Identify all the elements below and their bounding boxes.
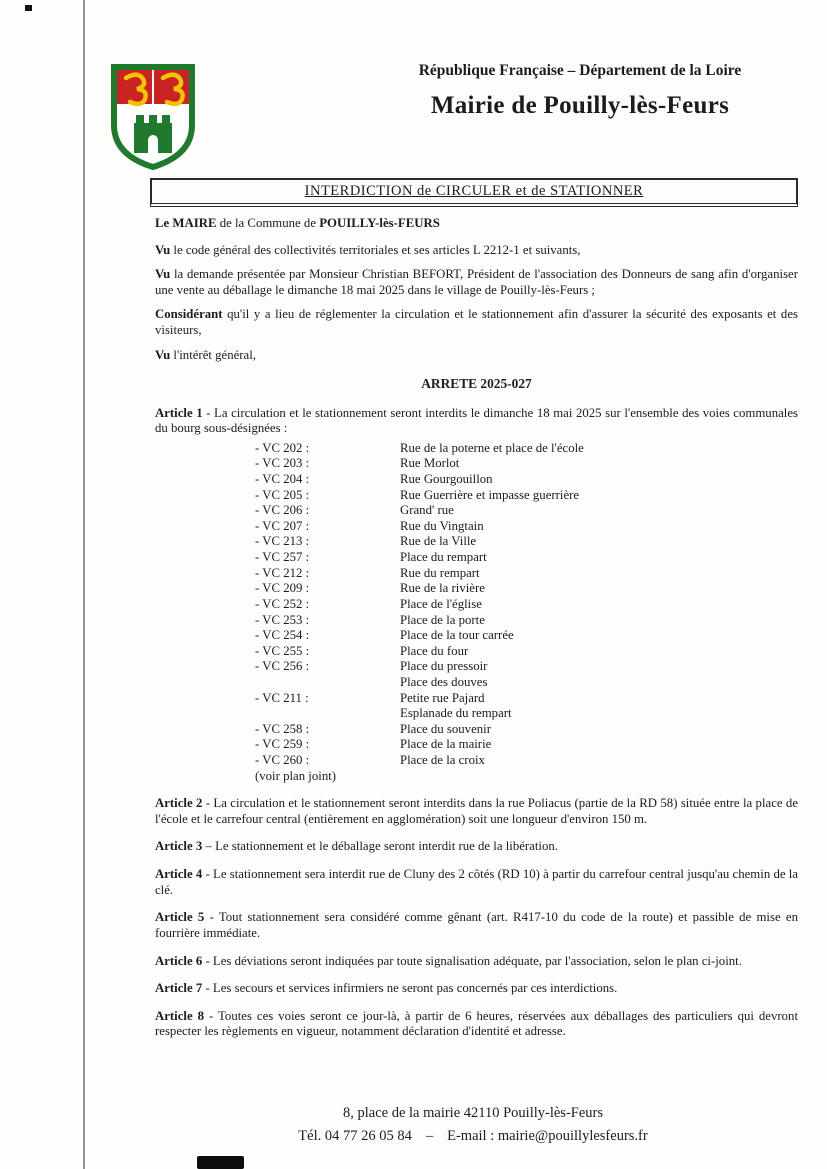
road-name: Place du rempart [400,550,487,565]
scan-artifact-top-dot [25,5,32,11]
paragraph-lead: Article 5 [155,910,205,925]
road-code: - VC 213 : [255,534,310,549]
road-row [255,597,798,613]
decree-number: ARRETE 2025-027 [421,376,532,392]
road-row [255,737,798,753]
paragraph-text: la demande présentée par Monsieur Christian BEFORT, Président de l'association des Donneurs de sang afin d'organiser une vente au déballage le dimanche 18 mai 2025 dans le village de Pouilly-lès-Feurs ; [155,267,798,297]
road-row [255,519,798,535]
road-row [255,659,798,675]
road-code: - VC 258 : [255,721,310,736]
article-paragraph [155,839,798,855]
road-code: - VC 260 : [255,753,310,768]
paragraph-lead: Article 3 [155,839,203,854]
road-code: - VC 252 : [255,596,310,611]
road-name: Place de la porte [400,612,485,627]
road-row [255,488,798,504]
coat-of-arms [108,62,198,172]
paragraph-text: qu'il y a lieu de réglementer la circulation et le stationnement afin d'assurer la sécurité des exposants et des visiteurs, [155,307,798,338]
road-code: - VC 205 : [255,487,310,502]
scan-artifact-bottom-bar [197,1156,244,1169]
paragraph-text: - Le stationnement sera interdit rue de Cluny des 2 côtés (RD 10) à partir du carrefour central jusqu'au chemin de la clé. [155,867,798,897]
road-code: - VC 207 : [255,518,310,533]
road-code: - VC 255 : [255,643,310,658]
footer-separator: – [425,1128,434,1145]
article-paragraph [155,910,798,941]
road-code: - VC 209 : [255,581,310,596]
road-code: - VC 204 : [255,472,310,487]
road-code: - VC 211 : [255,690,309,705]
road-name: Rue de la Ville [400,534,477,549]
intro-paragraph [155,348,798,364]
road-name: Rue du rempart [400,565,480,580]
road-row [255,503,798,519]
roads-list [255,441,798,769]
paragraph-text: - Les déviations seront indiquées par toute signalisation adéquate, par l'association, selon le plan ci-joint. [202,953,742,968]
road-name: Place de l'église [400,596,482,611]
road-row [255,675,798,691]
road-name: Place du four [400,643,469,658]
maire-commune: POUILLY-lès-FEURS [319,216,440,230]
road-code: - VC 253 : [255,612,310,627]
road-row [255,441,798,457]
road-row [255,722,798,738]
road-name: Petite rue Pajard [400,690,485,705]
road-code: - VC 254 : [255,628,310,643]
banner-title: INTERDICTION de CIRCULER et de STATIONNER [304,183,644,199]
footer-address: 8, place de la mairie 42110 Pouilly-lès-Feurs [343,1105,603,1121]
mairie-title: Mairie de Pouilly-lès-Feurs [430,92,730,119]
road-row [255,706,798,722]
article-paragraph [155,954,798,970]
intro-paragraphs [155,243,798,364]
paragraph-lead: Article 7 [155,981,203,996]
road-row [255,644,798,660]
paragraph-text: - La circulation et le stationnement seront interdits le dimanche 18 mai 2025 sur l'ensemble des voies communales du bourg sous-désignées : [155,405,798,436]
maire-line [155,216,798,232]
intro-paragraph [155,267,798,298]
article-paragraph [155,867,798,898]
road-name: Esplanade du rempart [400,706,512,721]
intro-paragraph [155,243,798,259]
paragraph-text: - Les secours et services infirmiers ne seront pas concernés par ces interdictions. [202,981,618,996]
road-name: Place du souvenir [400,721,491,736]
maire-middle: de la Commune de [216,216,320,230]
paragraph-text: - Toutes ces voies seront ce jour-là, à partir de 6 heures, réservées aux déballages des particuliers qui devront respecter les règlements en vigueur, notamment déclaration d'identité et adresse. [155,1008,798,1039]
paragraph-lead: Article 2 [155,796,203,811]
intro-paragraph [155,307,798,338]
paragraph-lead: Article 1 [155,405,203,420]
road-code [255,675,400,691]
article-paragraph [155,1009,798,1040]
road-name: Rue de la poterne et place de l'école [400,440,584,455]
castle-door [148,135,158,153]
republic-department-line: République Française – Département de la Loire [418,62,742,79]
paragraph-lead: Article 6 [155,953,203,968]
road-code: - VC 212 : [255,565,310,580]
road-row [255,472,798,488]
road-row [255,550,798,566]
road-name: Place de la croix [400,753,485,768]
road-row [255,581,798,597]
document-footer [120,1103,826,1147]
road-row [255,456,798,472]
road-code: - VC 202 : [255,440,310,455]
paragraph-text: - La circulation et le stationnement seront interdits dans la rue Poliacus (partie de la RD 58) située entre la place de l'école et le carrefour central (entièrement en agglomération) soit une longueur d'environ 150 m. [155,796,798,826]
article-paragraph [155,796,798,827]
paragraph-text: – Le stationnement et le déballage seront interdit rue de la libération. [202,839,558,854]
plan-note: (voir plan joint) [255,768,337,783]
road-code: - VC 257 : [255,550,310,565]
interdiction-banner [150,178,798,207]
paragraph-lead: Vu [155,242,171,257]
road-code [255,706,400,722]
road-name: Grand' rue [400,503,454,518]
road-name: Place de la mairie [400,737,492,752]
road-name: Rue Gourgouillon [400,472,493,487]
paragraph-text: - Tout stationnement sera considéré comme gênant (art. R417-10 du code de la route) et passible de mise en fourrière immédiate. [155,910,798,940]
paragraph-text: le code général des collectivités territoriales et ses articles L 2212-1 et suivants, [170,242,581,257]
article-paragraph [155,981,798,997]
road-name: Rue de la rivière [400,581,485,596]
road-name: Rue du Vingtain [400,518,484,533]
paragraph-lead: Article 8 [155,1008,205,1023]
road-row [255,534,798,550]
road-row [255,566,798,582]
footer-phone: Tél. 04 77 26 05 84 [298,1128,412,1145]
paragraph-lead: Considérant [155,307,223,322]
scan-artifact-left-line [83,0,85,1169]
paragraph-lead: Vu [155,267,171,282]
footer-contact [120,1126,826,1147]
paragraph-text: l'intérêt général, [170,347,256,362]
maire-lead: Le MAIRE [155,216,217,230]
road-code: - VC 203 : [255,456,310,471]
road-name: Rue Guerrière et impasse guerrière [400,487,580,502]
road-row [255,691,798,707]
road-code: - VC 259 : [255,737,310,752]
article-1-paragraph [155,406,798,437]
road-row [255,753,798,769]
road-name: Rue Morlot [400,456,460,471]
road-name: Place des douves [400,674,488,689]
road-code: - VC 206 : [255,503,310,518]
road-code: - VC 256 : [255,659,310,674]
road-row [255,613,798,629]
road-name: Place de la tour carrée [400,628,514,643]
document-header [352,62,808,120]
paragraph-lead: Vu [155,347,171,362]
footer-email: E-mail : mairie@pouillylesfeurs.fr [447,1128,648,1145]
document-body [155,216,798,1052]
road-name: Place du pressoir [400,659,488,674]
paragraph-lead: Article 4 [155,867,203,882]
road-row [255,628,798,644]
articles-list [155,796,798,1040]
